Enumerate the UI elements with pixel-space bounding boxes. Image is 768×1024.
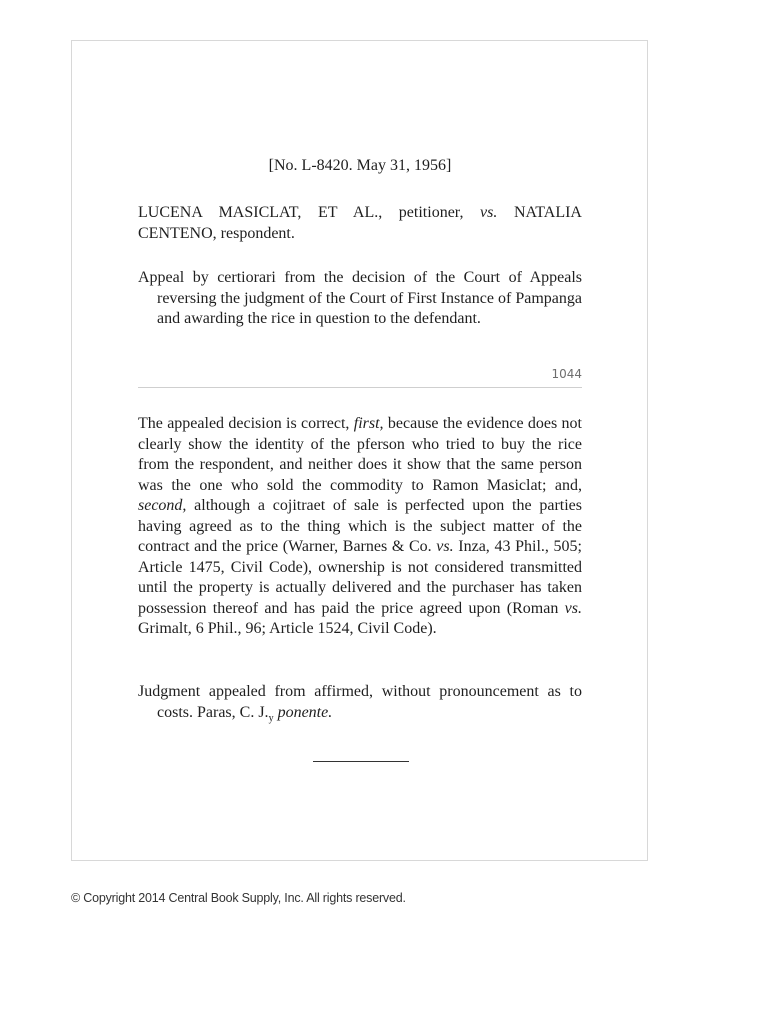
divider bbox=[138, 387, 582, 388]
case-parties bbox=[138, 202, 582, 244]
judgment-sub: y bbox=[268, 712, 274, 724]
judgment-text bbox=[138, 682, 582, 729]
decision-second: second, bbox=[138, 497, 187, 514]
decision-text-d: Inza, 43 Phil., 505; Article 1475, Civil Code), ownership is not considered transmitted until the property is actually delivered and the purchaser has taken possession thereof and has paid the price agreed upon (Roman bbox=[138, 538, 583, 617]
page-number: 1044 bbox=[551, 367, 582, 381]
judgment-main: Judgment appealed from affirmed, without pronouncement as to costs. Paras, C. J. bbox=[138, 683, 582, 721]
versus-text: vs. bbox=[480, 204, 498, 221]
respondent-text: NATALIA CENTENO, respondent. bbox=[138, 204, 582, 242]
case-number: [No. L-8420. May 31, 1956] bbox=[268, 157, 452, 174]
decision-vs-1: vs. bbox=[436, 538, 454, 555]
decision-text-b: because the evidence does not clearly show the identity of the pferson who tried to buy the rice from the respondent, and neither does it show that the same person was the one who sold the commodity to Ramon Masiclat; and, bbox=[138, 415, 583, 494]
decision-text-c: although a cojitraet of sale is perfected upon the parties having agreed as to the thing which is the subject matter of the contract and the price (Warner, Barnes & Co. bbox=[138, 497, 582, 555]
judgment bbox=[138, 682, 582, 729]
syllabus-text: Appeal by certiorari from the decision of the Court of Appeals reversing the judgment of the Court of First Instance of Pampanga and awarding the rice in question to the defendant. bbox=[138, 269, 582, 327]
judgment-ponente: ponente. bbox=[273, 703, 333, 721]
decision-vs-2: vs. bbox=[564, 599, 582, 617]
end-rule bbox=[313, 761, 409, 762]
decision-first: first, bbox=[353, 415, 384, 432]
decision-paragraph bbox=[138, 414, 582, 640]
document-page bbox=[71, 40, 648, 861]
syllabus bbox=[138, 268, 582, 330]
copyright-notice: © Copyright 2014 Central Book Supply, Inc. All rights reserved. bbox=[71, 891, 406, 905]
decision-text-a: The appealed decision is correct, bbox=[138, 415, 354, 432]
decision-text-e: Grimalt, 6 Phil., 96; Article 1524, Civil Code). bbox=[138, 620, 437, 637]
petitioner-text: LUCENA MASICLAT, ET AL., petitioner, bbox=[138, 204, 481, 221]
